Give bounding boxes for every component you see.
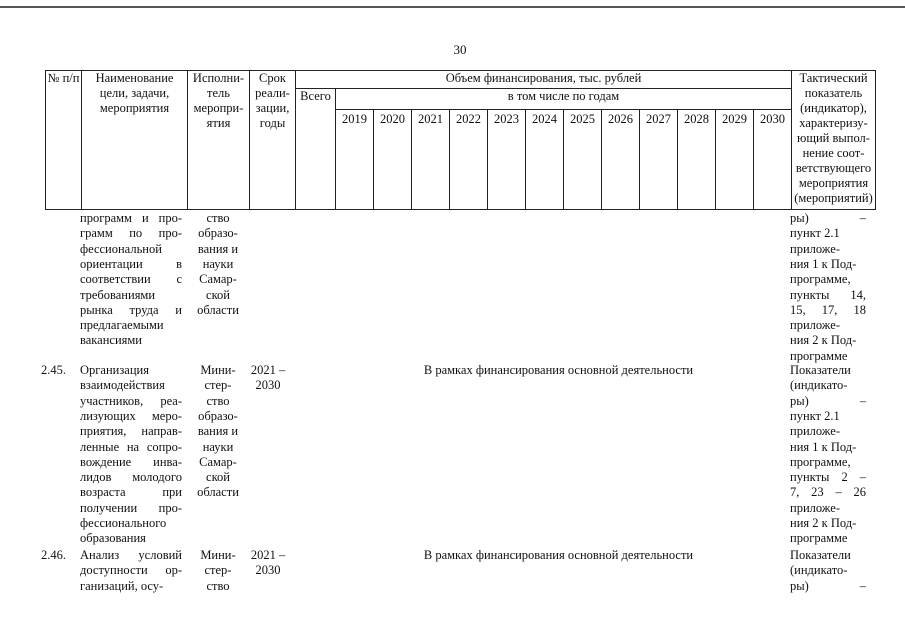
row-indicator-line: программе, <box>790 272 851 287</box>
header-year: 2025 <box>564 110 602 210</box>
row-name-line: доступности ор- <box>80 563 182 578</box>
row-executor-line: Мини- <box>200 548 236 562</box>
row-indicator-line: пункты 14, <box>790 287 866 302</box>
header-funding: Объем финансирования, тыс. рублей <box>296 71 792 89</box>
row-name-line: лидов молодого <box>80 470 182 485</box>
row-name-line: ганизаций, осу- <box>80 578 164 593</box>
row-name-line: фессионального <box>80 516 167 530</box>
row-executor-line: вания и <box>197 241 239 256</box>
row-name-line: рынка труда и <box>80 302 182 317</box>
row-executor-line: Самар- <box>199 272 237 287</box>
row-name-line: Организация <box>80 363 149 377</box>
header-by-years: в том числе по годам <box>336 89 792 110</box>
row-indicator-line: 15, 17, 18 <box>790 302 866 317</box>
row-name-line: вождение инва- <box>80 454 182 469</box>
header-number: № п/п <box>46 71 82 210</box>
row-term-line: 2021 – <box>250 363 286 377</box>
row-term-line: 2021 – <box>250 548 286 562</box>
header-year: 2026 <box>602 110 640 210</box>
header-year: 2029 <box>716 110 754 210</box>
row-indicator-line: 7, 23 – 26 <box>790 485 866 500</box>
row-indicator-line: приложе- <box>790 318 840 333</box>
row-executor-line: науки <box>202 256 234 271</box>
row-name-line: ленные на сопро- <box>80 439 182 454</box>
row-indicator-line: ния 2 к Под- <box>790 333 857 348</box>
row-indicator-line: приложе- <box>790 500 840 515</box>
header-year: 2021 <box>412 110 450 210</box>
header-term: Срок реали-зации, годы <box>250 71 296 210</box>
row-name-line: лизующих меро- <box>80 408 182 423</box>
row-funding-note: В рамках финансирования основной деятельности <box>423 548 694 562</box>
header-year: 2027 <box>640 110 678 210</box>
row-executor-line: ство <box>206 211 230 225</box>
header-executor: Исполни-тель меропри-ятия <box>188 71 250 210</box>
row-name-line: образования <box>80 531 146 546</box>
row-executor-line: ской <box>206 470 230 485</box>
header-indicator: Тактический показатель (индикатор), характеризу-ющий выпол-нение соот-ветствующего мероприятия (мероприятий) <box>792 71 876 210</box>
row-executor-line: Мини- <box>200 363 236 377</box>
row-executor-line: ство <box>206 578 230 593</box>
row-indicator-line: программе <box>790 348 848 363</box>
row-executor-line: вания и <box>197 424 239 439</box>
row-term-line: 2030 <box>255 378 281 393</box>
header-name: Наименование цели, задачи, мероприятия <box>82 71 188 210</box>
row-name-line: получении про- <box>80 500 182 515</box>
row-name-line: программ и про- <box>80 211 182 225</box>
header-year: 2030 <box>754 110 792 210</box>
row-name-line: возраста при <box>80 485 182 500</box>
row-name-line: фессиональной <box>80 241 162 256</box>
row-executor-line: науки <box>202 439 234 454</box>
row-executor-line: образо- <box>198 408 238 423</box>
table-header <box>45 70 876 210</box>
row-indicator-line: приложе- <box>790 424 840 439</box>
row-executor-line: стер- <box>204 378 232 393</box>
row-executor-line: образо- <box>198 226 238 241</box>
row-name-line: участников, реа- <box>80 393 182 408</box>
row-indicator-line: (индикато- <box>790 378 848 393</box>
page-number: 30 <box>453 42 467 57</box>
header-year: 2019 <box>336 110 374 210</box>
row-indicator-line: пункт 2.1 <box>790 226 840 241</box>
header-total: Всего <box>296 89 336 210</box>
row-indicator-line: ры) – <box>790 211 866 225</box>
header-year: 2020 <box>374 110 412 210</box>
row-indicator-line: Показатели <box>790 548 851 562</box>
row-indicator-line: ры) – <box>790 393 866 408</box>
row-indicator-line: пункты 2 – <box>790 470 866 485</box>
row-indicator-line: пункт 2.1 <box>790 408 840 423</box>
row-name-line: взаимодействия <box>80 378 165 393</box>
row-name-line: предлагаемыми <box>80 318 164 333</box>
row-indicator-line: ния 1 к Под- <box>790 439 857 454</box>
row-executor-line: ской <box>206 287 230 302</box>
row-indicator-line: (индикато- <box>790 563 848 578</box>
row-indicator-line: ния 1 к Под- <box>790 256 857 271</box>
header-year: 2024 <box>526 110 564 210</box>
row-name-line: приятия, направ- <box>80 424 182 439</box>
row-funding-note: В рамках финансирования основной деятельности <box>423 363 694 377</box>
header-year: 2022 <box>450 110 488 210</box>
header-year: 2023 <box>488 110 526 210</box>
row-name-line: ориентации в <box>80 256 182 271</box>
row-number: 2.45. <box>41 363 66 377</box>
row-name-line: требованиями <box>80 287 156 302</box>
row-indicator-line: Показатели <box>790 363 851 377</box>
row-name-line: соответствии с <box>80 272 182 287</box>
header-year: 2028 <box>678 110 716 210</box>
row-name-line: Анализ условий <box>80 548 182 562</box>
row-executor-line: области <box>197 302 239 317</box>
row-indicator-line: ры) – <box>790 578 866 593</box>
row-name-line: вакансиями <box>80 333 142 348</box>
row-name-line: грамм по про- <box>80 226 182 241</box>
row-indicator-line: программе, <box>790 454 851 469</box>
row-executor-line: области <box>197 485 239 500</box>
row-term-line: 2030 <box>255 563 281 578</box>
row-number: 2.46. <box>41 548 66 562</box>
row-indicator-line: ния 2 к Под- <box>790 516 857 530</box>
row-indicator-line: программе <box>790 531 848 546</box>
top-rule <box>0 0 905 8</box>
row-executor-line: Самар- <box>199 454 237 469</box>
row-indicator-line: приложе- <box>790 241 840 256</box>
row-executor-line: стер- <box>204 563 232 578</box>
row-executor-line: ство <box>206 393 230 408</box>
